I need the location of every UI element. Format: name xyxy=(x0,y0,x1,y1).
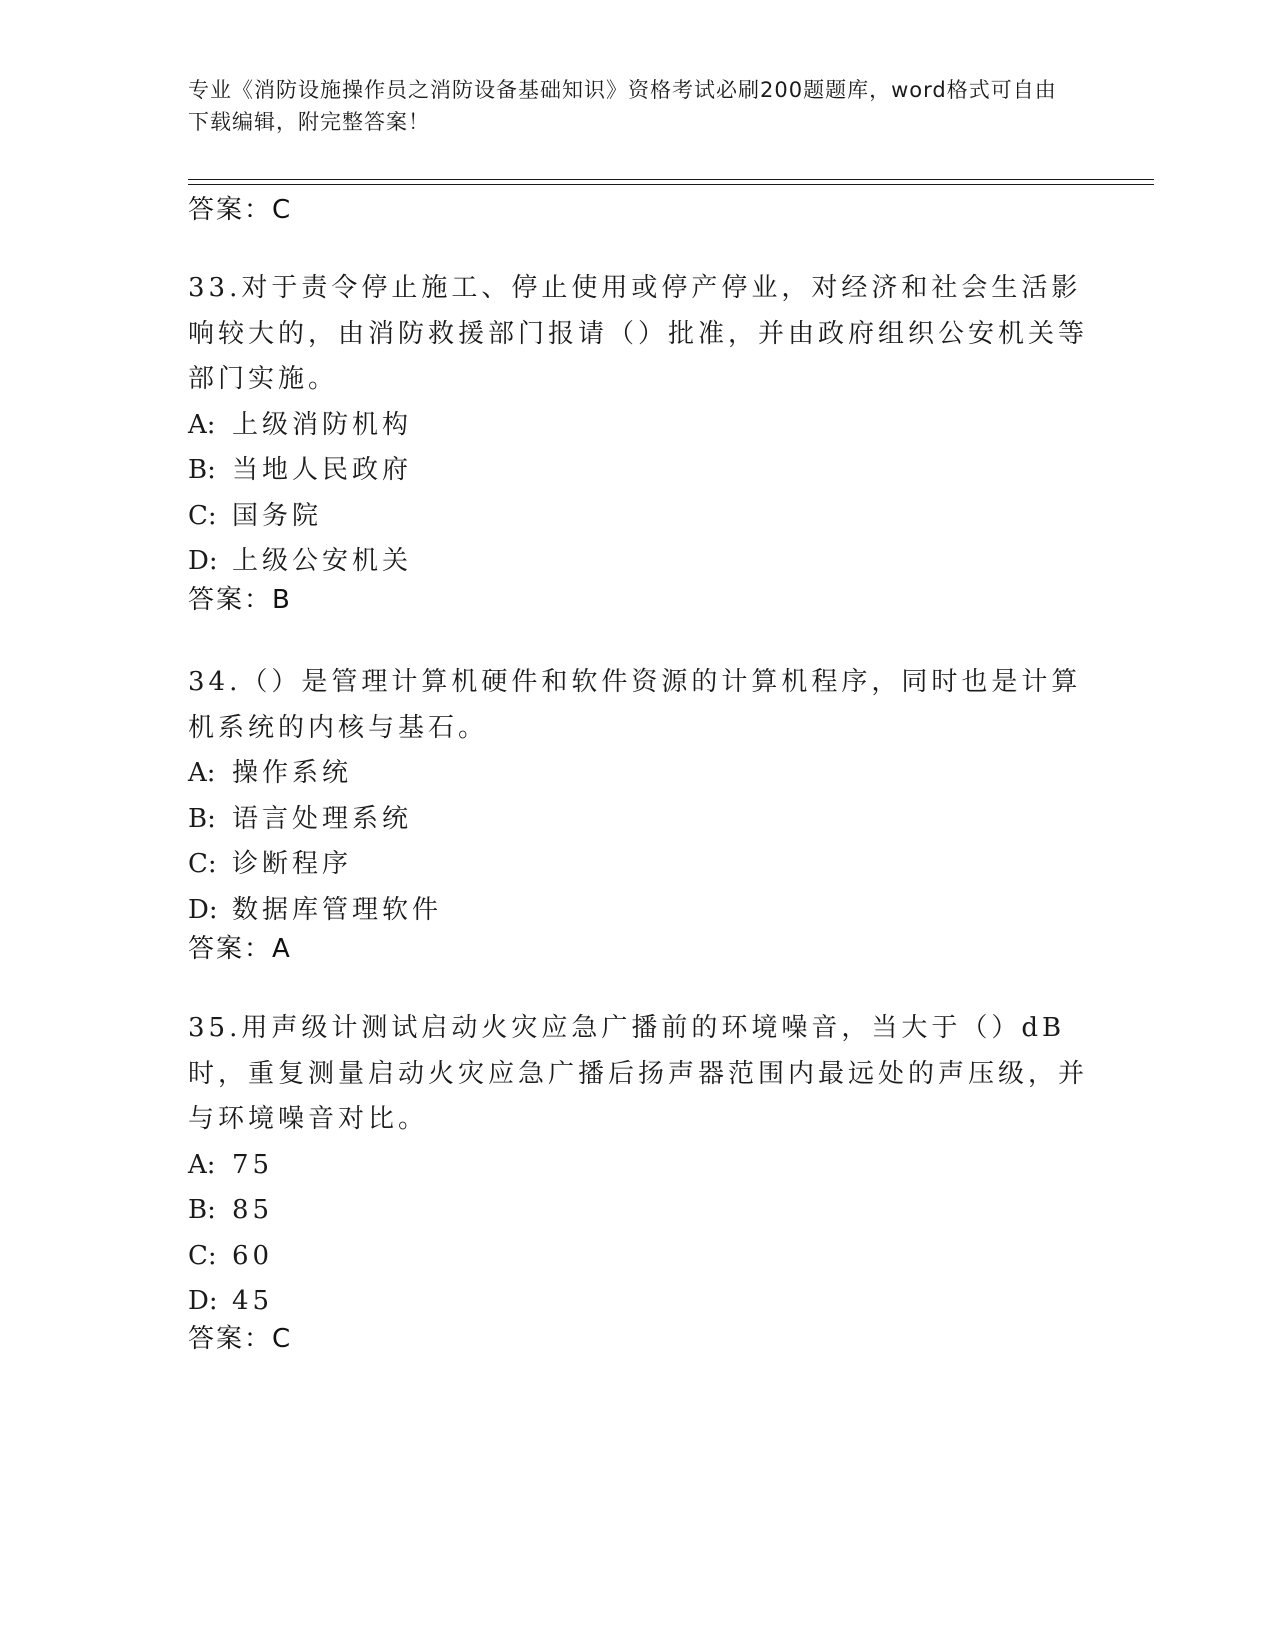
option-d: D: 45 xyxy=(188,1286,274,1316)
option-a: A: 操作系统 xyxy=(188,758,353,788)
option-c: C: 诊断程序 xyxy=(188,849,353,879)
answer-35: 答案：C xyxy=(188,1324,293,1354)
option-c: C: 60 xyxy=(188,1240,274,1271)
option-d: D: 上级公安机关 xyxy=(188,546,413,576)
answer-33: 答案：B xyxy=(188,585,292,615)
option-text: 60 xyxy=(232,1240,274,1271)
option-b: B: 语言处理系统 xyxy=(188,803,413,834)
question-34 xyxy=(188,660,1088,933)
document-header: 专业《消防设施操作员之消防设备基础知识》资格考试必刷200题题库，word格式可自由下载编辑，附完整答案！ xyxy=(188,78,1057,134)
question-33 xyxy=(188,266,1088,585)
option-b: B: 当地人民政府 xyxy=(188,455,413,485)
option-text: 85 xyxy=(232,1195,274,1225)
previous-answer: 答案：C xyxy=(188,195,293,225)
option-text: 语言处理系统 xyxy=(232,803,413,834)
option-text: 数据库管理软件 xyxy=(232,894,443,925)
question-35 xyxy=(188,1006,1088,1325)
header-rule-top xyxy=(188,179,1154,180)
option-text: 国务院 xyxy=(232,500,323,531)
header-rule-bottom xyxy=(188,184,1154,185)
option-text: 上级消防机构 xyxy=(232,409,413,440)
question-stem: 33.对于责令停止施工、停止使用或停产停业，对经济和社会生活影响较大的，由消防救援部门报请（）批准，并由政府组织公安机关等部门实施。 xyxy=(188,273,1089,394)
option-text: 75 xyxy=(232,1149,274,1180)
option-text: 45 xyxy=(232,1286,274,1316)
option-text: 诊断程序 xyxy=(232,849,353,879)
option-a: A: 上级消防机构 xyxy=(188,409,413,440)
question-stem: 35.用声级计测试启动火灾应急广播前的环境噪音，当大于（）dB时，重复测量启动火灾应急广播后扬声器范围内最远处的声压级，并与环境噪音对比。 xyxy=(188,1013,1089,1134)
option-a: A: 75 xyxy=(188,1149,274,1180)
question-stem: 34.（）是管理计算机硬件和软件资源的计算机程序，同时也是计算机系统的内核与基石。 xyxy=(188,667,1082,743)
option-text: 操作系统 xyxy=(232,758,353,788)
option-text: 上级公安机关 xyxy=(232,546,413,576)
option-d: D: 数据库管理软件 xyxy=(188,894,443,925)
option-c: C: 国务院 xyxy=(188,500,323,531)
answer-34: 答案：A xyxy=(188,934,292,964)
option-b: B: 85 xyxy=(188,1195,274,1225)
option-text: 当地人民政府 xyxy=(232,455,413,485)
